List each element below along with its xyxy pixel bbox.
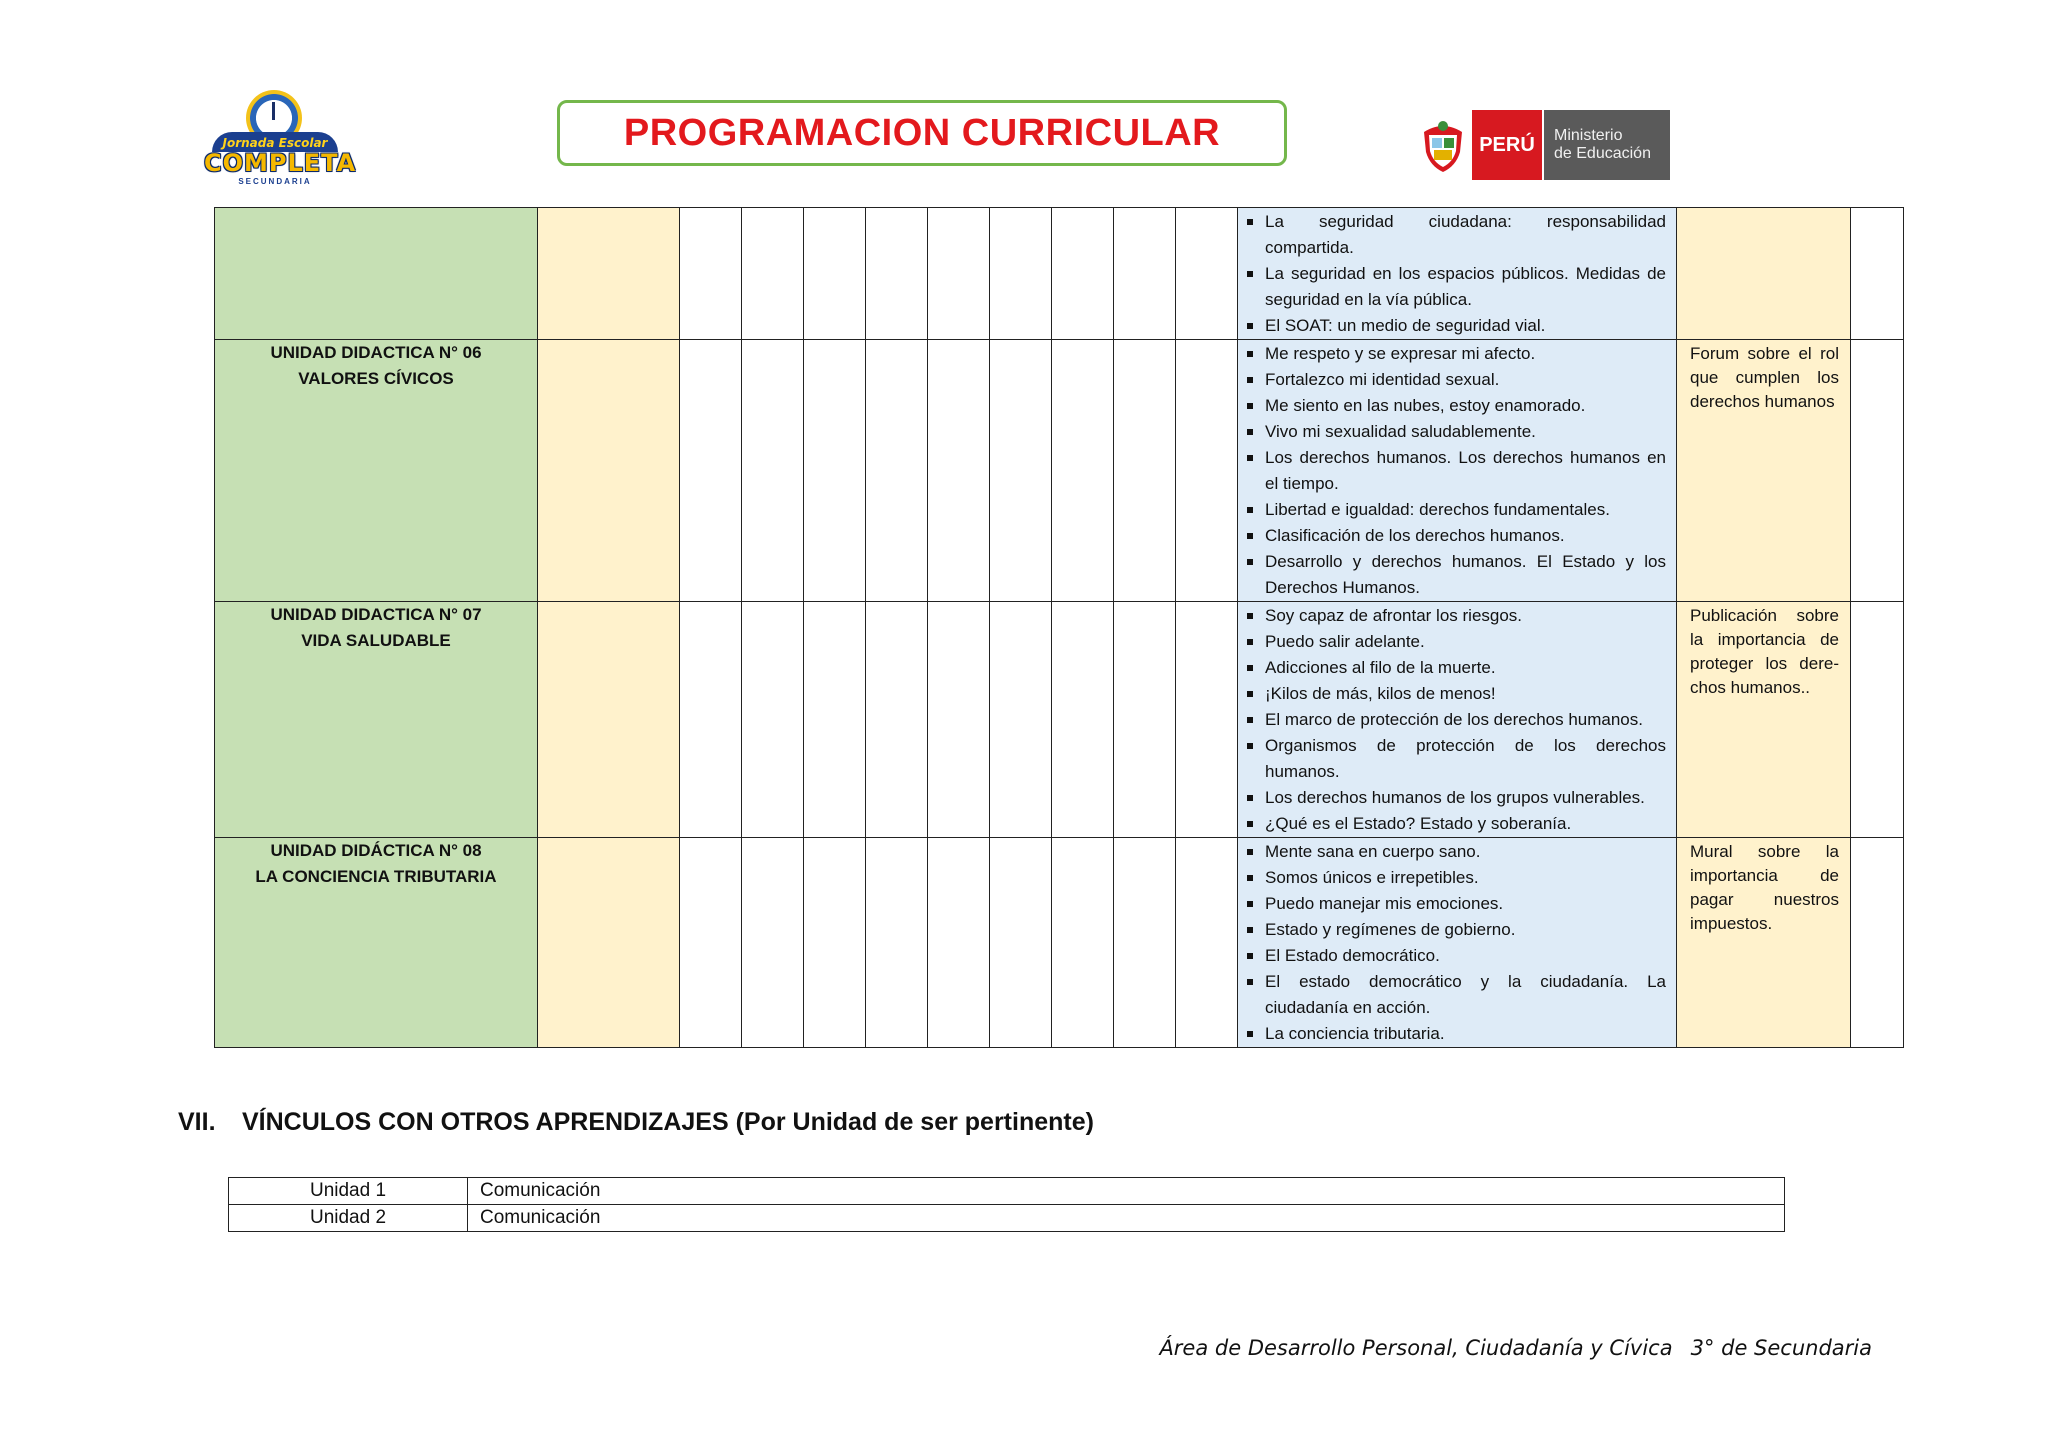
empty-cell [680,602,742,838]
empty-cell [866,340,928,602]
list-item: El Estado democrático. [1246,943,1666,969]
section-vii-heading [178,1108,1094,1137]
list-item: La conciencia tributaria. [1246,1021,1666,1047]
logo-arc-text: Jornada Escolar [212,132,338,152]
empty-cell [866,838,928,1048]
minedu-logo [1420,110,1750,180]
ministry-label [1544,110,1670,180]
empty-cell [742,838,804,1048]
product-cell [1677,838,1851,1048]
curriculum-table [214,207,1904,1048]
empty-cell [866,602,928,838]
unit-cell [215,838,538,1048]
list-item: Desarrollo y derechos humanos. El Estado y los Derechos Humanos. [1246,549,1666,601]
empty-cell [742,340,804,602]
empty-cell [990,208,1052,340]
empty-cell [1052,838,1114,1048]
product-text [1677,208,1850,210]
empty-cell [928,602,990,838]
product-text: Forum sobre el rol que cumplen los derechos humanos [1690,344,1839,411]
unit-title: VALORES CÍVICOS [298,369,454,388]
table-row [229,1205,1785,1232]
footer-grade: 3° de Secundaria [1690,1336,1872,1360]
empty-cell [1052,208,1114,340]
list-item: El estado democrático y la ciudadanía. La ciudadanía en acción. [1246,969,1666,1021]
ministry-line-2: de Educación [1554,145,1651,162]
list-item: La seguridad ciudadana: responsabilidad compartida. [1246,209,1666,261]
unit-cell [215,340,538,602]
table-row [229,1178,1785,1205]
page-title: PROGRAMACION CURRICULAR [623,111,1221,154]
list-item: Me respeto y se expresar mi afecto. [1246,341,1666,367]
unit-label: Unidad 1 [229,1178,468,1205]
table-row [215,838,1904,1048]
list-item: La seguridad en los espacios públicos. Medidas de seguridad en la vía pública. [1246,261,1666,313]
list-item: Estado y regímenes de gobierno. [1246,917,1666,943]
unit-number: UNIDAD DIDACTICA N° 06 [270,343,482,362]
empty-cell [1114,340,1176,602]
unit-label: Unidad 2 [229,1205,468,1232]
topics-list [1238,602,1676,837]
learning-links-body [229,1178,1785,1232]
empty-cell [680,838,742,1048]
empty-cell [990,602,1052,838]
unit-number: UNIDAD DIDÁCTICA N° 08 [270,841,482,860]
empty-cell [1176,838,1238,1048]
topics-list [1238,838,1676,1047]
product-cell [1677,340,1851,602]
empty-cell [538,340,680,602]
empty-cell [1851,602,1904,838]
topics-cell [1238,838,1677,1048]
jornada-escolar-completa-logo [200,88,357,188]
logo-word: COMPLETA [204,149,357,177]
page-footer [1159,1336,1872,1360]
list-item: El marco de protección de los derechos humanos. [1246,707,1666,733]
list-item: Fortalezco mi identidad sexual. [1246,367,1666,393]
empty-cell [990,838,1052,1048]
unit-title: VIDA SALUDABLE [301,631,451,650]
list-item: Organismos de protección de los derechos humanos. [1246,733,1666,785]
table-row [215,340,1904,602]
topics-list [1238,208,1676,339]
list-item: ¡Kilos de más, kilos de menos! [1246,681,1666,707]
empty-cell [538,208,680,340]
page-title-box [557,100,1287,166]
empty-cell [928,208,990,340]
unit-title: LA CONCIENCIA TRIBUTARIA [255,867,497,886]
empty-cell [928,838,990,1048]
product-cell [1677,602,1851,838]
empty-cell [804,838,866,1048]
empty-cell [1114,208,1176,340]
section-number: VII. [178,1108,216,1136]
product-cell [1677,208,1851,340]
empty-cell [1176,602,1238,838]
empty-cell [1052,602,1114,838]
empty-cell [680,340,742,602]
empty-cell [1052,340,1114,602]
topics-list [1238,340,1676,601]
list-item: ¿Qué es el Estado? Estado y soberanía. [1246,811,1666,837]
empty-cell [680,208,742,340]
product-text: Publicación sobre la importancia de proteger los dere-chos humanos.. [1690,606,1839,697]
list-item: Los derechos humanos. Los derechos humanos en el tiempo. [1246,445,1666,497]
empty-cell [742,602,804,838]
coat-of-arms-icon [1420,118,1466,174]
empty-cell [538,602,680,838]
list-item: Soy capaz de afrontar los riesgos. [1246,603,1666,629]
empty-cell [1114,838,1176,1048]
footer-area: Área de Desarrollo Personal, Ciudadanía y Cívica [1159,1336,1673,1360]
empty-cell [804,602,866,838]
topics-cell [1238,340,1677,602]
empty-cell [1176,340,1238,602]
list-item: Adicciones al filo de la muerte. [1246,655,1666,681]
list-item: Clasificación de los derechos humanos. [1246,523,1666,549]
empty-cell [1176,208,1238,340]
list-item: El SOAT: un medio de seguridad vial. [1246,313,1666,339]
empty-cell [1851,208,1904,340]
list-item: Puedo salir adelante. [1246,629,1666,655]
empty-cell [1851,340,1904,602]
unit-number: UNIDAD DIDACTICA N° 07 [270,605,482,624]
list-item: Puedo manejar mis emociones. [1246,891,1666,917]
empty-cell [538,838,680,1048]
empty-cell [804,340,866,602]
empty-cell [928,340,990,602]
logo-sub: SECUNDARIA [238,177,312,186]
linked-area: Comunicación [468,1178,1785,1205]
linked-area: Comunicación [468,1205,1785,1232]
empty-cell [742,208,804,340]
table-row [215,208,1904,340]
topics-cell [1238,602,1677,838]
list-item: Mente sana en cuerpo sano. [1246,839,1666,865]
list-item: Libertad e igualdad: derechos fundamentales. [1246,497,1666,523]
curriculum-table-body [215,208,1904,1048]
empty-cell [990,340,1052,602]
unit-cell [215,208,538,340]
empty-cell [1114,602,1176,838]
list-item: Me siento en las nubes, estoy enamorado. [1246,393,1666,419]
empty-cell [1851,838,1904,1048]
list-item: Los derechos humanos de los grupos vulnerables. [1246,785,1666,811]
table-row [215,602,1904,838]
empty-cell [804,208,866,340]
topics-cell [1238,208,1677,340]
list-item: Somos únicos e irrepetibles. [1246,865,1666,891]
product-text: Mural sobre la importancia de pagar nuestros impuestos. [1690,842,1839,933]
list-item: Vivo mi sexualidad saludablemente. [1246,419,1666,445]
empty-cell [866,208,928,340]
peru-label: PERÚ [1472,110,1542,180]
unit-cell [215,602,538,838]
section-title: VÍNCULOS CON OTROS APRENDIZAJES (Por Unidad de ser pertinente) [242,1108,1094,1136]
ministry-line-1: Ministerio [1554,127,1623,144]
learning-links-table [228,1177,1785,1232]
